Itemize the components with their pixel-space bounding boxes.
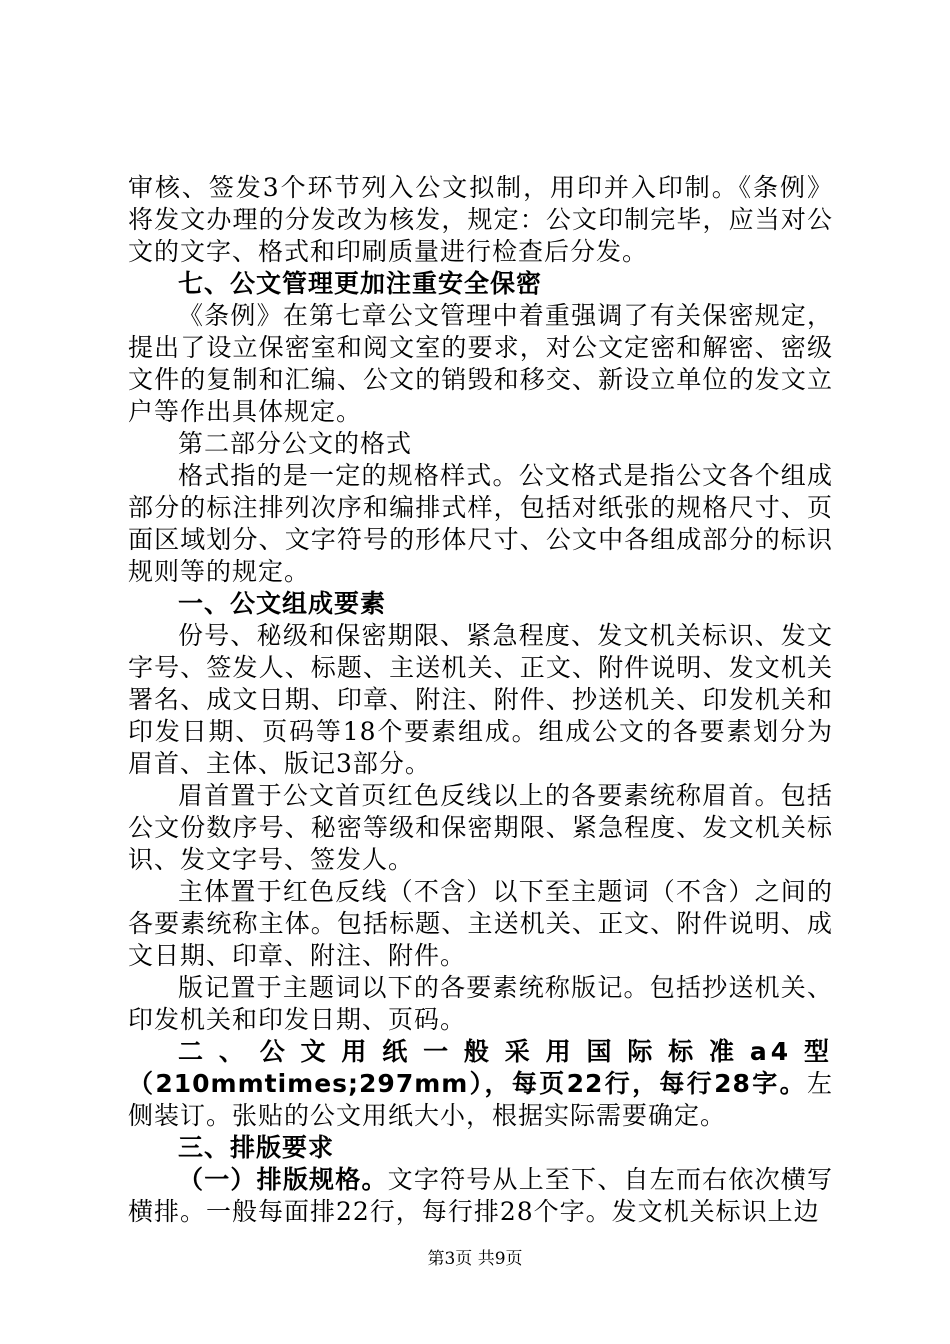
page-footer: 第3页 共9页 bbox=[427, 1249, 523, 1269]
paragraph-header-section: 眉首置于公文首页红色反线以上的各要素统称眉首。包括公文份数序号、秘密等级和保密期限、紧急程度、发文机关标识、发文字号、签发人。 bbox=[128, 781, 833, 874]
heading-section-7: 七、公文管理更加注重安全保密 bbox=[178, 269, 543, 298]
paper-posting-text: 张贴的公文用纸大小，根据实际需要确定。 bbox=[232, 1101, 727, 1130]
paragraph-layout-spec bbox=[128, 1164, 833, 1228]
layout-spec-text: 文字符号从上至下、自左而右依次横写横排。一般每面排22行，每行排28个字。发文机关标识上边 bbox=[128, 1165, 833, 1226]
heading-paper-standard-line2: （210mmtimes;297mm），每页22行，每行28字。 bbox=[128, 1069, 807, 1098]
heading-composition-elements: 一、公文组成要素 bbox=[178, 589, 387, 618]
paragraph-format-definition: 格式指的是一定的规格样式。公文格式是指公文各个组成部分的标注排列次序和编排式样，包括对纸张的规格尺寸、页面区域划分、文字符号的形体尺寸、公文中各组成部分的标识规则等的规定。 bbox=[128, 461, 833, 586]
heading-paper-standard-line1: 二、公文用纸一般采用国际标准a4型 bbox=[178, 1037, 833, 1066]
paragraph-body-section: 主体置于红色反线（不含）以下至主题词（不含）之间的各要素统称主体。包括标题、主送机关、正文、附件说明、成文日期、印章、附注、附件。 bbox=[128, 877, 833, 970]
subheading-layout-spec: （一）排版规格。 bbox=[178, 1165, 388, 1194]
paragraph-section-7: 《条例》在第七章公文管理中着重强调了有关保密规定，提出了设立保密室和阅文室的要求，对公文定密和解密、密级文件的复制和汇编、公文的销毁和移交、新设立单位的发文立户等作出具体规定。 bbox=[128, 301, 833, 426]
paper-binding-text: 左侧装订。 bbox=[128, 1069, 833, 1130]
paragraph-elements-list: 份号、秘级和保密期限、紧急程度、发文机关标识、发文字号、签发人、标题、主送机关、正文、附件说明、发文机关署名、成文日期、印章、附注、附件、抄送机关、印发机关和印发日期、页码等18个要素组成。组成公文的各要素划分为眉首、主体、版记3部分。 bbox=[128, 621, 833, 778]
part-2-title: 第二部分公文的格式 bbox=[178, 429, 413, 458]
paragraph-continued: 审核、签发3个环节列入公文拟制，用印并入印制。《条例》将发文办理的分发改为核发，规定：公文印制完毕，应当对公文的文字、格式和印刷质量进行检查后分发。 bbox=[128, 173, 833, 266]
document-body bbox=[128, 172, 833, 1228]
paragraph-paper-standard bbox=[128, 1068, 833, 1132]
paragraph-record-section: 版记置于主题词以下的各要素统称版记。包括抄送机关、印发机关和印发日期、页码。 bbox=[128, 973, 833, 1034]
heading-layout-requirements: 三、排版要求 bbox=[178, 1133, 335, 1162]
